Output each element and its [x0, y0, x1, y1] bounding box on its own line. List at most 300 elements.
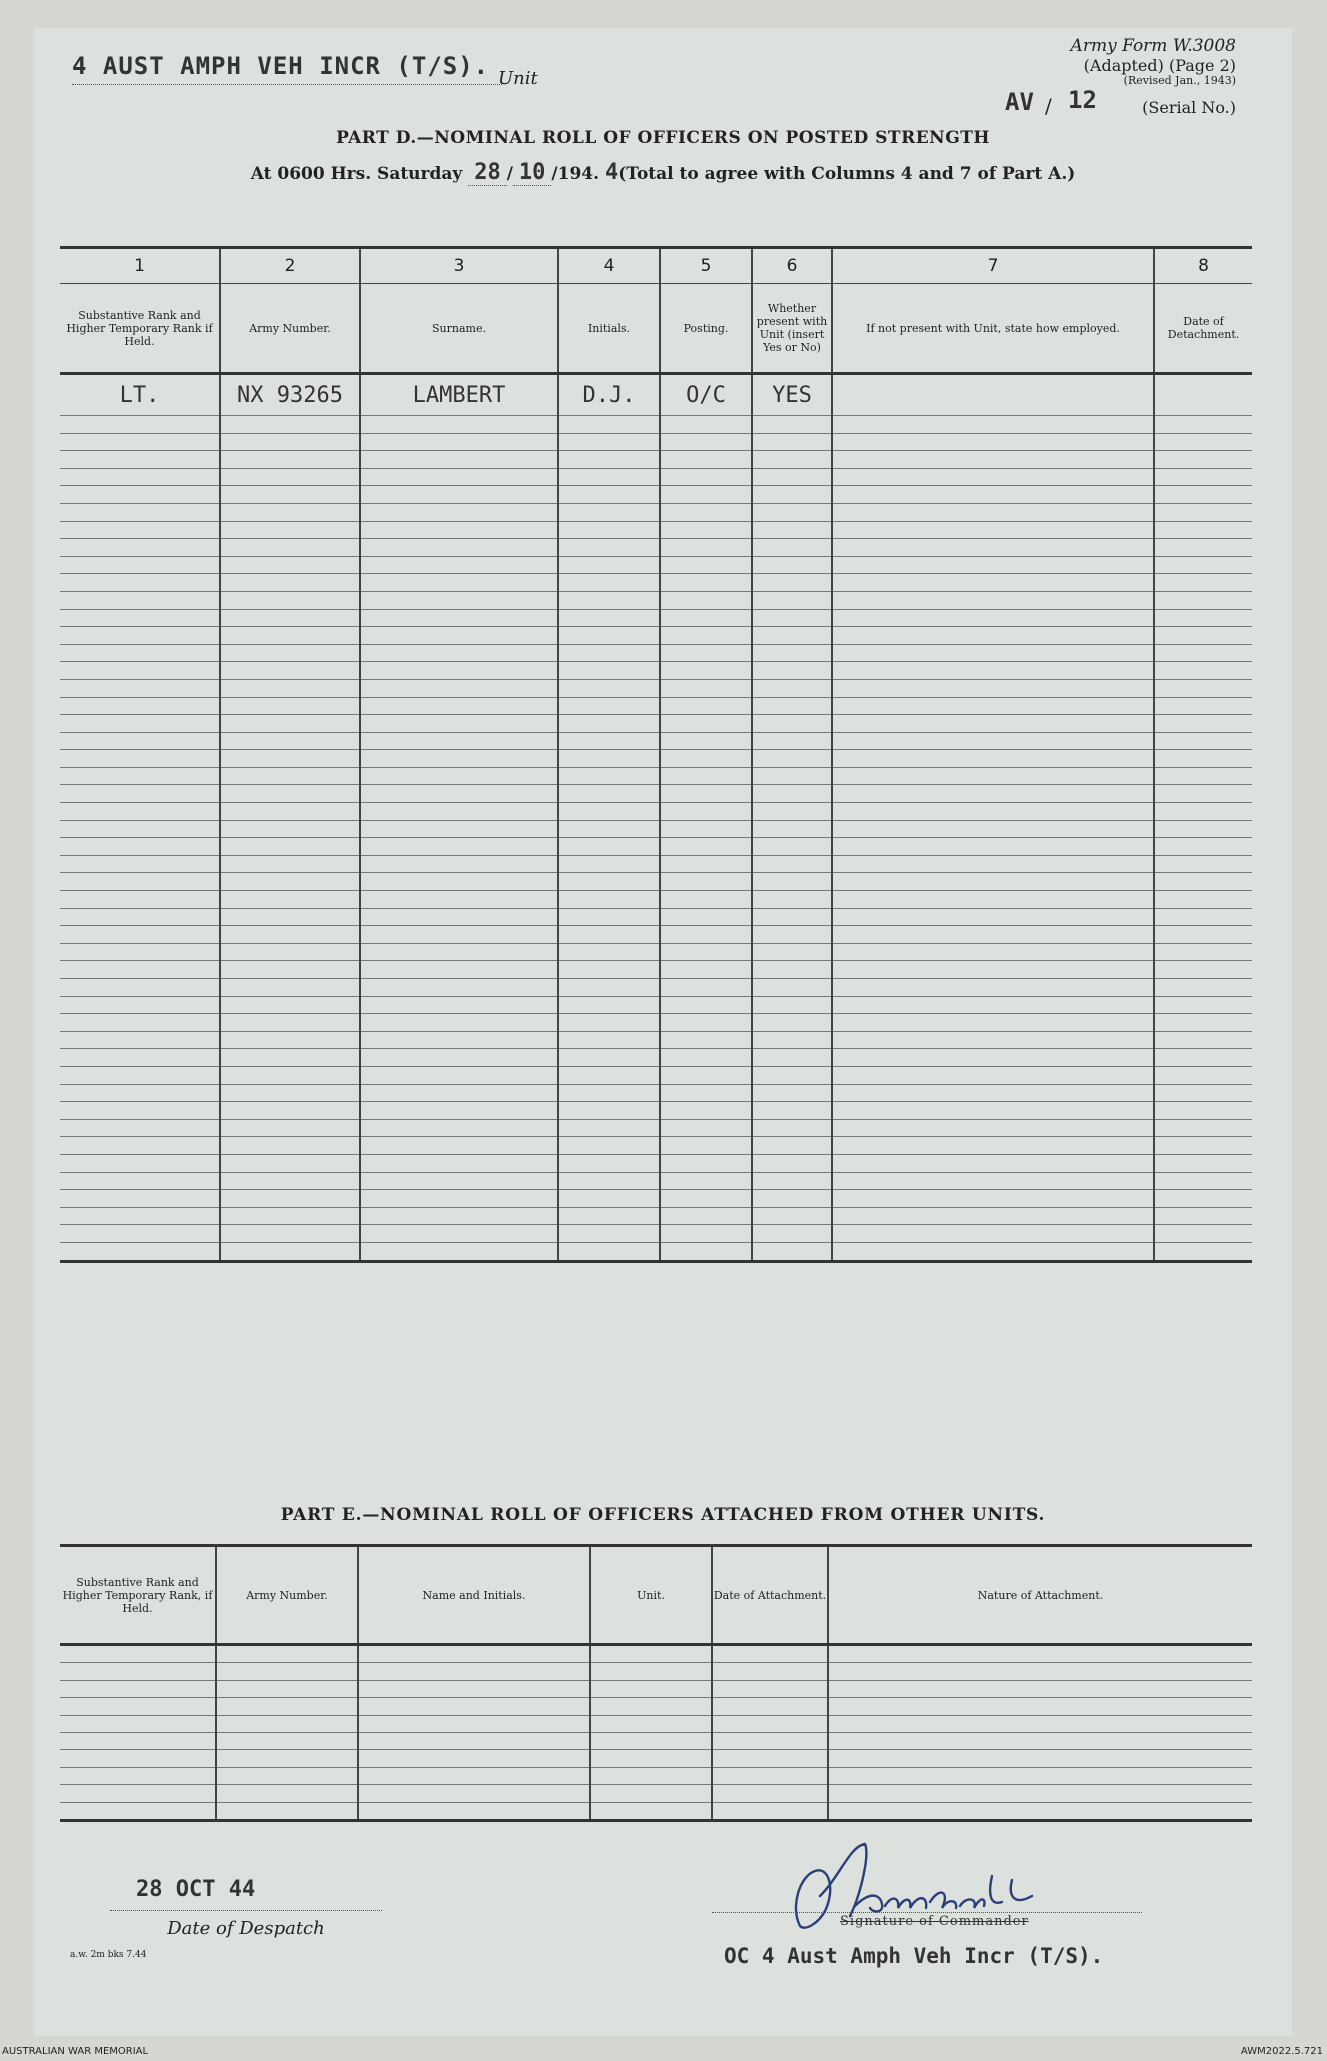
blank-cell: [660, 943, 752, 961]
cell-army-number: NX 93265: [220, 374, 360, 416]
blank-cell: [60, 521, 220, 539]
table-row: [60, 1154, 1252, 1172]
col-header-attachment-date: Date of Attachment.: [712, 1546, 828, 1645]
blank-cell: [1154, 627, 1252, 645]
blank-cell: [832, 767, 1154, 785]
blank-cell: [360, 803, 558, 821]
blank-cell: [752, 732, 832, 750]
cell-present: YES: [752, 374, 832, 416]
blank-cell: [660, 873, 752, 891]
blank-cell: [1154, 1102, 1252, 1120]
blank-cell: [828, 1802, 1252, 1820]
blank-cell: [660, 767, 752, 785]
col-header-attachment-nature: Nature of Attachment.: [828, 1546, 1252, 1645]
blank-cell: [360, 715, 558, 733]
col-header-name: Name and Initials.: [358, 1546, 590, 1645]
blank-cell: [832, 873, 1154, 891]
blank-cell: [660, 574, 752, 592]
cell-rank: LT.: [60, 374, 220, 416]
blank-cell: [558, 961, 660, 979]
blank-cell: [752, 1084, 832, 1102]
table-row: [60, 1119, 1252, 1137]
blank-cell: [558, 873, 660, 891]
table-row: [60, 503, 1252, 521]
blank-cell: [558, 803, 660, 821]
blank-cell: [1154, 732, 1252, 750]
blank-cell: [712, 1750, 828, 1767]
blank-cell: [660, 503, 752, 521]
blank-cell: [220, 1154, 360, 1172]
blank-cell: [558, 1014, 660, 1032]
blank-cell: [752, 433, 832, 451]
blank-cell: [220, 1172, 360, 1190]
blank-cell: [832, 644, 1154, 662]
table-row: [60, 591, 1252, 609]
blank-cell: [752, 556, 832, 574]
blank-cell: [60, 1119, 220, 1137]
blank-cell: [558, 433, 660, 451]
blank-cell: [1154, 503, 1252, 521]
blank-cell: [220, 1207, 360, 1225]
subtitle-suffix: (Total to agree with Columns 4 and 7 of Part A.): [618, 164, 1076, 184]
blank-cell: [558, 908, 660, 926]
col-header-employed: If not present with Unit, state how employed.: [832, 284, 1154, 374]
blank-cell: [660, 1225, 752, 1243]
blank-cell: [60, 750, 220, 768]
blank-cell: [1154, 1066, 1252, 1084]
blank-cell: [360, 416, 558, 434]
col-header-surname: Surname.: [360, 284, 558, 374]
blank-cell: [752, 1154, 832, 1172]
blank-cell: [832, 1031, 1154, 1049]
blank-cell: [712, 1732, 828, 1749]
blank-cell: [360, 556, 558, 574]
blank-cell: [752, 451, 832, 469]
blank-cell: [832, 521, 1154, 539]
blank-cell: [590, 1785, 712, 1802]
col-header-rank: Substantive Rank and Higher Temporary Rank if Held.: [60, 284, 220, 374]
blank-cell: [1154, 591, 1252, 609]
table-row: [60, 785, 1252, 803]
blank-cell: [60, 926, 220, 944]
blank-cell: [832, 996, 1154, 1014]
table-row: [60, 662, 1252, 680]
blank-cell: [60, 416, 220, 434]
blank-cell: [216, 1715, 358, 1732]
table-row: [60, 1172, 1252, 1190]
blank-cell: [360, 732, 558, 750]
blank-cell: [1154, 521, 1252, 539]
blank-cell: [660, 1031, 752, 1049]
blank-cell: [220, 803, 360, 821]
blank-cell: [752, 1190, 832, 1208]
blank-cell: [60, 433, 220, 451]
blank-cell: [832, 979, 1154, 997]
table-row: [60, 1031, 1252, 1049]
blank-cell: [60, 961, 220, 979]
blank-cell: [558, 591, 660, 609]
blank-cell: [1154, 1242, 1252, 1261]
blank-cell: [832, 1207, 1154, 1225]
blank-cell: [558, 1102, 660, 1120]
blank-cell: [60, 855, 220, 873]
blank-cell: [1154, 1190, 1252, 1208]
blank-cell: [60, 1715, 216, 1732]
blank-cell: [60, 451, 220, 469]
blank-cell: [216, 1732, 358, 1749]
blank-cell: [360, 451, 558, 469]
blank-cell: [220, 1242, 360, 1261]
blank-cell: [60, 803, 220, 821]
blank-cell: [558, 574, 660, 592]
blank-cell: [60, 679, 220, 697]
table-row: [60, 1698, 1252, 1715]
blank-cell: [60, 539, 220, 557]
blank-cell: [1154, 1225, 1252, 1243]
blank-cell: [832, 803, 1154, 821]
table-row: [60, 926, 1252, 944]
blank-cell: [220, 943, 360, 961]
table-row: [60, 803, 1252, 821]
blank-cell: [60, 767, 220, 785]
table-row: [60, 679, 1252, 697]
blank-cell: [660, 451, 752, 469]
blank-cell: [558, 1225, 660, 1243]
blank-cell: [660, 1190, 752, 1208]
blank-cell: [1154, 451, 1252, 469]
blank-cell: [752, 767, 832, 785]
table-row: [60, 1750, 1252, 1767]
signature-line: [712, 1912, 1142, 1913]
blank-cell: [360, 468, 558, 486]
table-row: [60, 609, 1252, 627]
cell-surname: LAMBERT: [360, 374, 558, 416]
blank-cell: [360, 503, 558, 521]
blank-cell: [1154, 750, 1252, 768]
blank-cell: [660, 609, 752, 627]
column-header-row: [60, 284, 1252, 374]
blank-cell: [752, 644, 832, 662]
blank-cell: [558, 855, 660, 873]
col-number: 1: [60, 248, 220, 284]
table-row: [60, 1680, 1252, 1697]
blank-cell: [752, 1014, 832, 1032]
blank-cell: [360, 1172, 558, 1190]
table-row: [60, 767, 1252, 785]
blank-cell: [360, 1102, 558, 1120]
blank-cell: [360, 574, 558, 592]
blank-cell: [360, 591, 558, 609]
blank-cell: [360, 1049, 558, 1067]
blank-cell: [660, 468, 752, 486]
blank-cell: [558, 1049, 660, 1067]
blank-cell: [220, 591, 360, 609]
blank-cell: [1154, 715, 1252, 733]
cell-initials: D.J.: [558, 374, 660, 416]
blank-cell: [832, 1049, 1154, 1067]
blank-cell: [660, 838, 752, 856]
blank-cell: [220, 750, 360, 768]
blank-cell: [752, 574, 832, 592]
table-row: [60, 697, 1252, 715]
blank-cell: [832, 433, 1154, 451]
part-e-header-row: [60, 1546, 1252, 1645]
despatch-label: Date of Despatch: [167, 1918, 325, 1939]
blank-cell: [660, 486, 752, 504]
col-number: 5: [660, 248, 752, 284]
blank-cell: [360, 1014, 558, 1032]
commander-title: OC 4 Aust Amph Veh Incr (T/S).: [724, 1944, 1104, 1968]
blank-cell: [358, 1785, 590, 1802]
blank-cell: [752, 961, 832, 979]
table-row: [60, 873, 1252, 891]
blank-cell: [60, 996, 220, 1014]
blank-cell: [558, 662, 660, 680]
cell-detachment: [1154, 374, 1252, 416]
blank-cell: [660, 1049, 752, 1067]
blank-cell: [558, 926, 660, 944]
blank-cell: [832, 926, 1154, 944]
blank-cell: [216, 1680, 358, 1697]
blank-cell: [60, 486, 220, 504]
blank-cell: [1154, 1207, 1252, 1225]
table-row: [60, 556, 1252, 574]
col-number: 8: [1154, 248, 1252, 284]
blank-cell: [1154, 926, 1252, 944]
blank-cell: [1154, 820, 1252, 838]
blank-cell: [832, 486, 1154, 504]
blank-cell: [60, 732, 220, 750]
part-d-subtitle: At 0600 Hrs. Saturday 28 / 10 /194. 4(Total to agree with Columns 4 and 7 of Part A.): [250, 160, 1076, 185]
table-row: [60, 433, 1252, 451]
cell-posting: O/C: [660, 374, 752, 416]
blank-cell: [752, 908, 832, 926]
blank-cell: [712, 1767, 828, 1784]
blank-cell: [60, 662, 220, 680]
blank-cell: [1154, 767, 1252, 785]
blank-cell: [360, 926, 558, 944]
blank-cell: [360, 521, 558, 539]
blank-cell: [590, 1750, 712, 1767]
blank-cell: [752, 1242, 832, 1261]
table-row: [60, 1049, 1252, 1067]
subtitle-prefix: At 0600 Hrs. Saturday: [250, 164, 463, 184]
blank-cell: [220, 451, 360, 469]
blank-cell: [832, 732, 1154, 750]
blank-cell: [220, 926, 360, 944]
blank-cell: [660, 855, 752, 873]
blank-cell: [220, 679, 360, 697]
serial-prefix: AV: [1005, 88, 1034, 116]
table-row: [60, 979, 1252, 997]
blank-cell: [360, 1066, 558, 1084]
blank-cell: [752, 1119, 832, 1137]
blank-cell: [832, 539, 1154, 557]
commander-signature: [770, 1836, 1100, 1946]
blank-cell: [832, 556, 1154, 574]
blank-cell: [752, 1049, 832, 1067]
blank-cell: [832, 468, 1154, 486]
blank-cell: [1154, 644, 1252, 662]
blank-cell: [558, 838, 660, 856]
table-row: [60, 820, 1252, 838]
col-header-posting: Posting.: [660, 284, 752, 374]
blank-cell: [712, 1698, 828, 1715]
blank-cell: [60, 1014, 220, 1032]
blank-cell: [712, 1663, 828, 1680]
table-row: [60, 1785, 1252, 1802]
blank-cell: [752, 1172, 832, 1190]
table-row: [60, 1802, 1252, 1820]
blank-cell: [752, 855, 832, 873]
blank-cell: [558, 1172, 660, 1190]
blank-cell: [1154, 855, 1252, 873]
blank-cell: [220, 1137, 360, 1155]
blank-cell: [60, 1732, 216, 1749]
blank-cell: [220, 433, 360, 451]
blank-cell: [660, 433, 752, 451]
blank-cell: [558, 715, 660, 733]
table-row: [60, 838, 1252, 856]
blank-cell: [60, 785, 220, 803]
blank-cell: [60, 556, 220, 574]
blank-cell: [712, 1715, 828, 1732]
col-number: 4: [558, 248, 660, 284]
blank-cell: [832, 838, 1154, 856]
blank-cell: [832, 1172, 1154, 1190]
blank-cell: [660, 715, 752, 733]
blank-cell: [558, 1190, 660, 1208]
blank-cell: [220, 503, 360, 521]
blank-cell: [558, 416, 660, 434]
blank-cell: [60, 503, 220, 521]
blank-cell: [220, 961, 360, 979]
blank-cell: [590, 1715, 712, 1732]
blank-cell: [60, 1066, 220, 1084]
blank-cell: [558, 732, 660, 750]
table-row: [60, 1732, 1252, 1749]
blank-cell: [60, 468, 220, 486]
blank-cell: [558, 644, 660, 662]
table-row: [60, 1645, 1252, 1663]
table-row: [60, 750, 1252, 768]
blank-cell: [60, 1802, 216, 1820]
blank-cell: [60, 891, 220, 909]
table-row: [60, 451, 1252, 469]
blank-cell: [1154, 979, 1252, 997]
blank-cell: [558, 468, 660, 486]
blank-cell: [558, 996, 660, 1014]
blank-cell: [220, 1102, 360, 1120]
blank-cell: [358, 1663, 590, 1680]
blank-cell: [590, 1663, 712, 1680]
blank-cell: [832, 1102, 1154, 1120]
blank-cell: [832, 1154, 1154, 1172]
blank-cell: [828, 1715, 1252, 1732]
blank-cell: [220, 1190, 360, 1208]
part-e-table: [60, 1544, 1252, 1822]
table-row: [60, 1715, 1252, 1732]
blank-cell: [752, 486, 832, 504]
blank-cell: [558, 451, 660, 469]
blank-cell: [1154, 697, 1252, 715]
blank-cell: [1154, 662, 1252, 680]
blank-cell: [558, 1031, 660, 1049]
blank-cell: [360, 820, 558, 838]
blank-cell: [360, 662, 558, 680]
table-row: [60, 891, 1252, 909]
blank-cell: [660, 1154, 752, 1172]
blank-cell: [60, 1154, 220, 1172]
blank-cell: [220, 1031, 360, 1049]
blank-cell: [660, 627, 752, 645]
blank-cell: [360, 1225, 558, 1243]
blank-cell: [752, 697, 832, 715]
blank-cell: [660, 644, 752, 662]
blank-cell: [60, 627, 220, 645]
blank-cell: [60, 943, 220, 961]
table-row: [60, 961, 1252, 979]
blank-cell: [1154, 433, 1252, 451]
blank-cell: [752, 1102, 832, 1120]
blank-cell: [220, 521, 360, 539]
blank-cell: [220, 416, 360, 434]
blank-cell: [60, 820, 220, 838]
blank-cell: [660, 1119, 752, 1137]
blank-cell: [360, 609, 558, 627]
col-header-present: Whether present with Unit (insert Yes or No): [752, 284, 832, 374]
blank-cell: [1154, 416, 1252, 434]
blank-cell: [360, 996, 558, 1014]
blank-cell: [660, 697, 752, 715]
blank-cell: [1154, 1031, 1252, 1049]
blank-cell: [60, 1102, 220, 1120]
blank-cell: [752, 416, 832, 434]
col-header-rank: Substantive Rank and Higher Temporary Rank, if Held.: [60, 1546, 216, 1645]
serial-label: (Serial No.): [1142, 98, 1236, 117]
blank-cell: [590, 1802, 712, 1820]
table-row: [60, 539, 1252, 557]
blank-cell: [828, 1698, 1252, 1715]
blank-cell: [752, 662, 832, 680]
table-row: [60, 1767, 1252, 1784]
blank-cell: [360, 785, 558, 803]
blank-cell: [220, 732, 360, 750]
blank-cell: [832, 943, 1154, 961]
blank-cell: [752, 1207, 832, 1225]
blank-cell: [1154, 574, 1252, 592]
col-number: 2: [220, 248, 360, 284]
blank-cell: [60, 591, 220, 609]
blank-cell: [752, 521, 832, 539]
blank-cell: [712, 1645, 828, 1663]
blank-cell: [832, 1084, 1154, 1102]
year-digit: 4: [604, 160, 619, 185]
serial-separator: /: [1045, 94, 1052, 118]
serial-number: 12: [1068, 86, 1097, 114]
blank-cell: [1154, 539, 1252, 557]
blank-cell: [60, 1049, 220, 1067]
blank-cell: [832, 1242, 1154, 1261]
unit-name: 4 AUST AMPH VEH INCR (T/S).: [72, 52, 490, 80]
blank-cell: [1154, 1137, 1252, 1155]
blank-cell: [360, 697, 558, 715]
part-e-title: PART E.—NOMINAL ROLL OF OFFICERS ATTACHED FROM OTHER UNITS.: [280, 1505, 1046, 1525]
blank-cell: [60, 1084, 220, 1102]
blank-cell: [220, 1119, 360, 1137]
blank-cell: [832, 1137, 1154, 1155]
blank-cell: [828, 1732, 1252, 1749]
